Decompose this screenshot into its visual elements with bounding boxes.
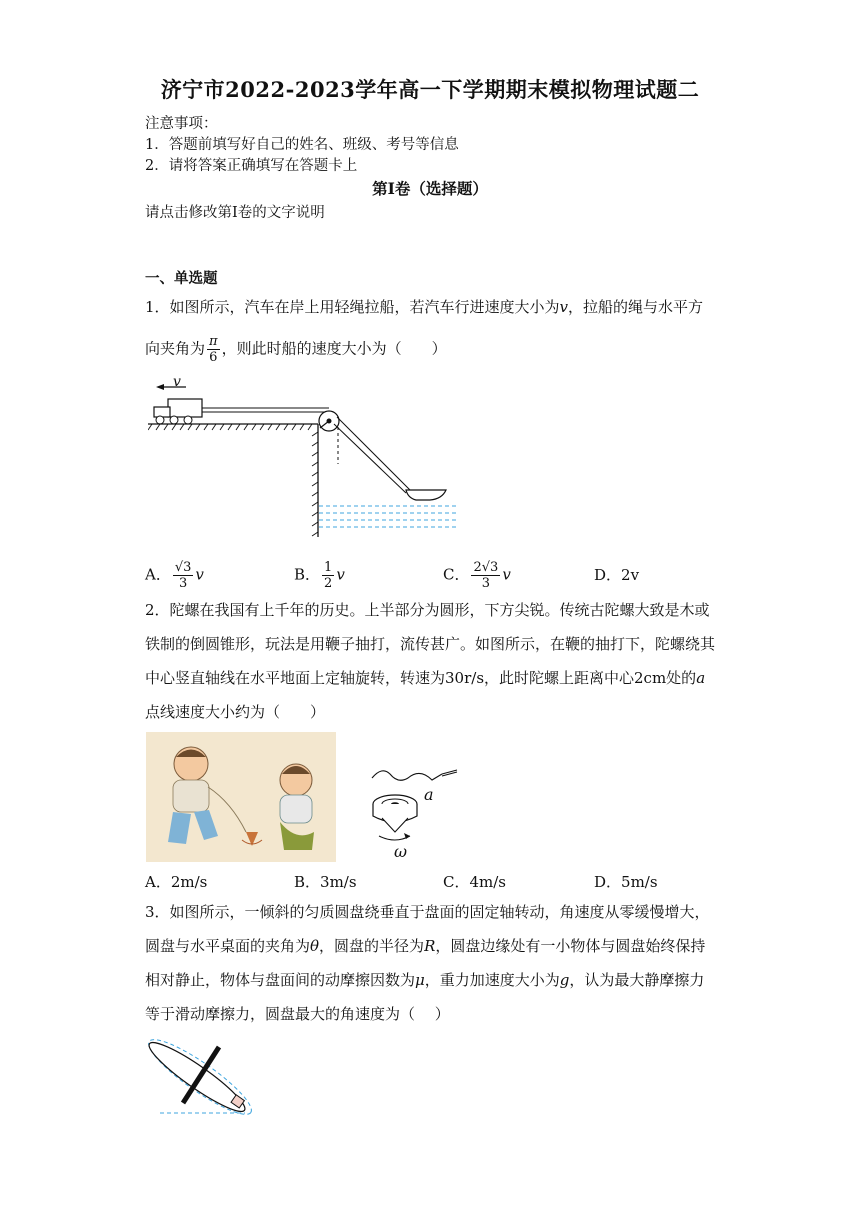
q2-figure-kids-top (146, 732, 336, 862)
q3-line3: 相对静止，物体与盘面间的动摩擦因数为μ，重力加速度大小为g，认为最大静摩擦力 (145, 971, 705, 989)
q2-option-b[interactable]: B．3m/s (294, 873, 357, 891)
q2-figure-top-diagram (362, 766, 462, 861)
q1-option-b[interactable]: B． $\frac{1}{2}$ v (294, 560, 345, 591)
q2-figure-label-omega: ω (394, 842, 408, 861)
notes-item-2: 2．请将答案正确填写在答题卡上 (145, 158, 358, 174)
page-title: 济宁市2022-2023学年高一下学期期末模拟物理试题二 (160, 77, 700, 102)
q2-line1: 2．陀螺在我国有上千年的历史。上半部分为圆形，下方尖锐。传统古陀螺大致是木或 (145, 601, 710, 619)
q3-figure-tilted-disk (145, 1037, 265, 1117)
q2-option-a[interactable]: A．2m/s (145, 873, 208, 891)
q2-option-c[interactable]: C．4m/s (443, 873, 506, 891)
section-note: 请点击修改第I卷的文字说明 (145, 205, 325, 221)
section-title: 第I卷（选择题） (372, 179, 488, 198)
q2-line4: 点线速度大小约为（ ） (145, 703, 326, 721)
q2-option-d[interactable]: D．5m/s (594, 873, 658, 891)
q1-figure-car-boat (148, 372, 468, 542)
q1-option-a[interactable]: A． $\frac{√3}{3}$ v (145, 560, 204, 591)
part-heading: 一、单选题 (145, 270, 218, 287)
q3-line2: 圆盘与水平桌面的夹角为θ，圆盘的半径为R，圆盘边缘处有一小物体与圆盘始终保持 (145, 937, 706, 955)
q1-figure-velocity-label: v (173, 374, 181, 390)
q1-option-d[interactable]: D．2v (594, 566, 640, 584)
q3-line1: 3．如图所示，一倾斜的匀质圆盘绕垂直于盘面的固定轴转动，角速度从零缓慢增大， (145, 903, 710, 921)
angle-fraction: $\frac{\pi}{6}$ (209, 334, 218, 365)
q2-figure-label-a: a (424, 785, 434, 804)
q2-line3: 中心竖直轴线在水平地面上定轴旋转，转速为30r/s，此时陀螺上距离中心2cm处的a (145, 669, 706, 687)
notes-item-1: 1．答题前填写好自己的姓名、班级、考号等信息 (145, 137, 459, 153)
q2-line2: 铁制的倒圆锥形，玩法是用鞭子抽打，流传甚广。如图所示，在鞭的抽打下，陀螺绕其 (145, 635, 716, 653)
q3-line4: 等于滑动摩擦力，圆盘最大的角速度为（ ） (145, 1005, 450, 1023)
notes-heading: 注意事项： (145, 116, 218, 132)
q1-line1: 1．如图所示，汽车在岸上用轻绳拉船，若汽车行进速度大小为v，拉船的绳与水平方 (145, 298, 704, 316)
q1-option-c[interactable]: C． $\frac{2√3}{3}$ v (443, 560, 511, 591)
q1-line2: 向夹角为 $\frac{\pi}{6}$ ，则此时船的速度大小为（ ） (145, 334, 447, 365)
